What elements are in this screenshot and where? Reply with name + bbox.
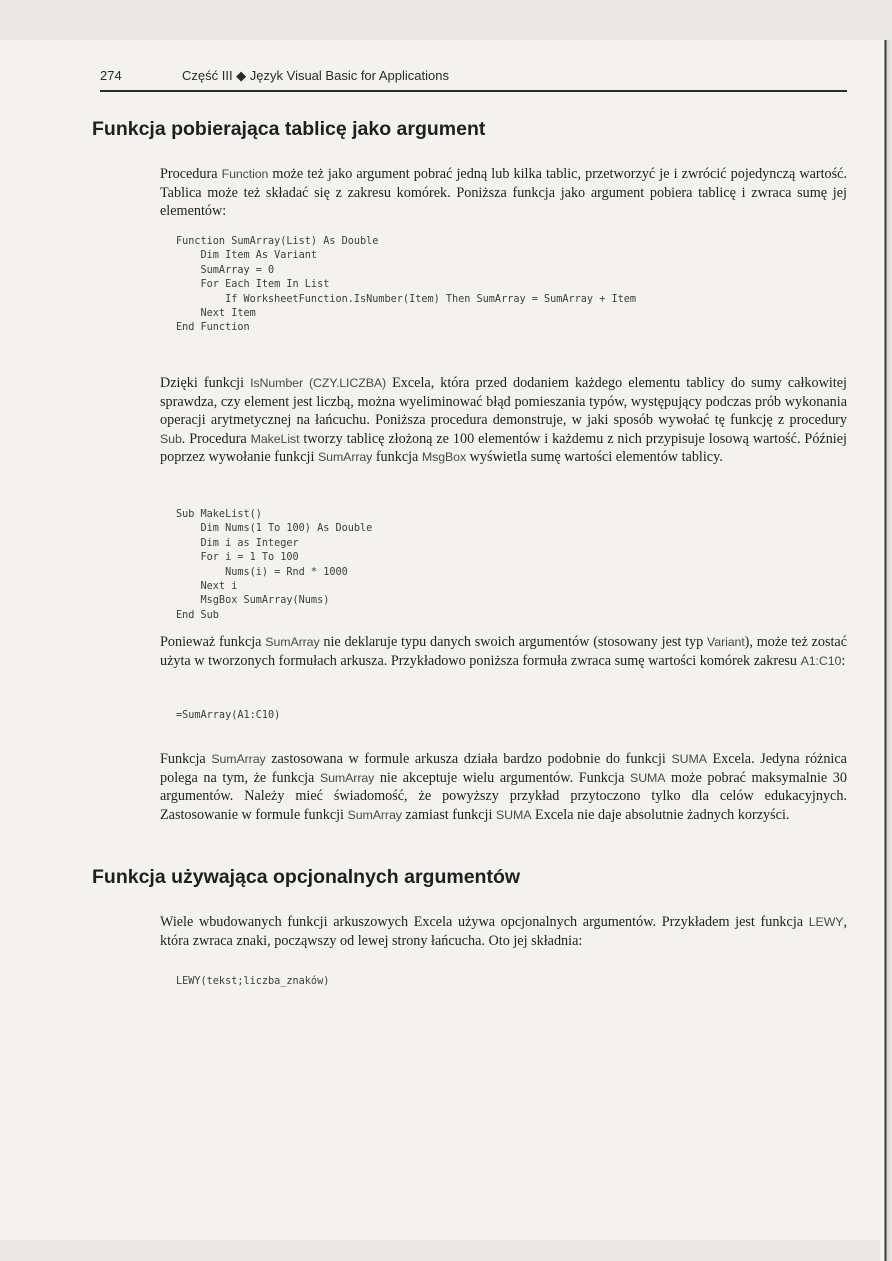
text-run: nie deklaruje typu danych swoich argumentów (stosowany jest typ — [319, 634, 708, 650]
text-run: nie akceptuje wielu argumentów. Funkcja — [374, 769, 631, 786]
book-page — [0, 40, 880, 1240]
text-run: Ponieważ funkcja — [160, 634, 266, 650]
inline-code: IsNumber — [250, 376, 303, 390]
inline-code: SUMA — [630, 770, 666, 785]
text-run: Excela nie daje absolutnie żadnych korzyści. — [531, 806, 790, 823]
running-title: Część III ◆ Język Visual Basic for Applications — [182, 68, 449, 83]
inline-code: SUMA — [671, 752, 707, 766]
text-run: , która zwraca znaki, począwszy od lewej strony łańcucha. Oto jej składnia: — [160, 914, 847, 949]
inline-code: (CZY.LICZBA) — [309, 376, 387, 390]
text-run: Excela, która przed dodaniem każdego elementu tablicy do sumy całkowitej sprawdza, czy element jest liczbą, można wyeliminować błąd pomieszania typów, występujący podczas prób wykonania operacji arytmetycznej na łańcuchu. Poniższa procedura demonstruje, w jaki sposób wywołać tę funkcję z procedury — [160, 375, 847, 429]
text-run: Procedura — [160, 166, 222, 182]
text-run: wyświetla sumę wartości elementów tablicy. — [466, 449, 723, 466]
text-run: tworzy tablicę złożoną ze 100 elementów i każdemu z nich przypisuje losową wartość. Później poprzez wywołanie funkcji — [160, 430, 847, 466]
inline-code: SUMA — [496, 807, 532, 822]
page-header — [100, 68, 846, 92]
text-run: funkcja — [372, 449, 422, 466]
text-run: zamiast funkcji — [401, 806, 496, 823]
paragraph-optional — [160, 913, 847, 950]
paragraph-intro — [160, 165, 847, 221]
inline-code: SumArray — [211, 752, 266, 766]
header-rule — [100, 90, 847, 92]
inline-code: SumArray — [319, 770, 375, 785]
code-syntax-lewy: LEWY(tekst;liczba_znaków) — [176, 976, 330, 987]
paragraph-isnumber — [160, 374, 847, 467]
code-formula: =SumArray(A1:C10) — [176, 710, 281, 721]
section-heading-optional-arguments: Funkcja używająca opcjonalnych argumentów — [92, 866, 521, 888]
text-run: zastosowana w formule arkusza działa bardzo podobnie do funkcji — [265, 751, 672, 767]
inline-code: SumArray — [317, 450, 373, 465]
paragraph-variant — [160, 633, 847, 670]
text-run: : — [841, 652, 846, 669]
section-heading-array-argument: Funkcja pobierająca tablicę jako argument — [92, 118, 486, 140]
text-run: Wiele wbudowanych funkcji arkuszowych Excela używa opcjonalnych argumentów. Przykładem jest funkcja — [160, 914, 809, 930]
text-run: Dzięki funkcji — [160, 375, 251, 391]
inline-code: MsgBox — [421, 450, 467, 465]
page-number: 274 — [100, 68, 122, 83]
paragraph-suma-comparison — [160, 750, 847, 824]
inline-code: Variant — [707, 635, 745, 649]
inline-code: MakeList — [250, 431, 300, 446]
inline-code: A1:C10 — [800, 653, 842, 668]
text-run: może też jako argument pobrać jedną lub kilka tablic, przetworzyć je i zwrócić pojedynczą wartość. Tablica może też składać się z zakresu komórek. Poniższa funkcja jako argument pobiera tablicę i zwraca sumę jej elementów: — [160, 166, 847, 220]
text-run: ), może też zostać użyta w tworzonych formułach arkusza. Przykładowo poniższa formuła zwraca sumę wartości komórek zakresu — [160, 634, 848, 669]
text-run: . Procedura — [181, 430, 251, 447]
inline-code: SumArray — [347, 807, 402, 822]
text-run: może pobrać maksymalnie 30 argumentów. Należy mieć świadomość, że powyższy przykład przytoczono tylko dla celów edukacyjnych. Zastosowanie w formule funkcji — [160, 769, 847, 823]
page-edge — [880, 40, 892, 1261]
code-block-makelist: Sub MakeList() Dim Nums(1 To 100) As Double Dim i as Integer For i = 1 To 100 Nums(i) = Rnd * 1000 Next i MsgBox SumArray(Nums) End Sub — [176, 509, 373, 621]
text-run: Funkcja — [160, 751, 212, 767]
inline-code: SumArray — [265, 635, 320, 649]
inline-code: Function — [221, 167, 269, 181]
inline-code: Sub — [160, 431, 182, 446]
code-block-sumarray: Function SumArray(List) As Double Dim Item As Variant SumArray = 0 For Each Item In List If WorksheetFunction.IsNumber(Item) Then SumArray = SumArray + Item Next Item End Function — [176, 236, 637, 334]
text-run: Excela. Jedyna różnica polega na tym, że funkcja — [160, 751, 847, 786]
inline-code: LEWY — [808, 915, 844, 929]
